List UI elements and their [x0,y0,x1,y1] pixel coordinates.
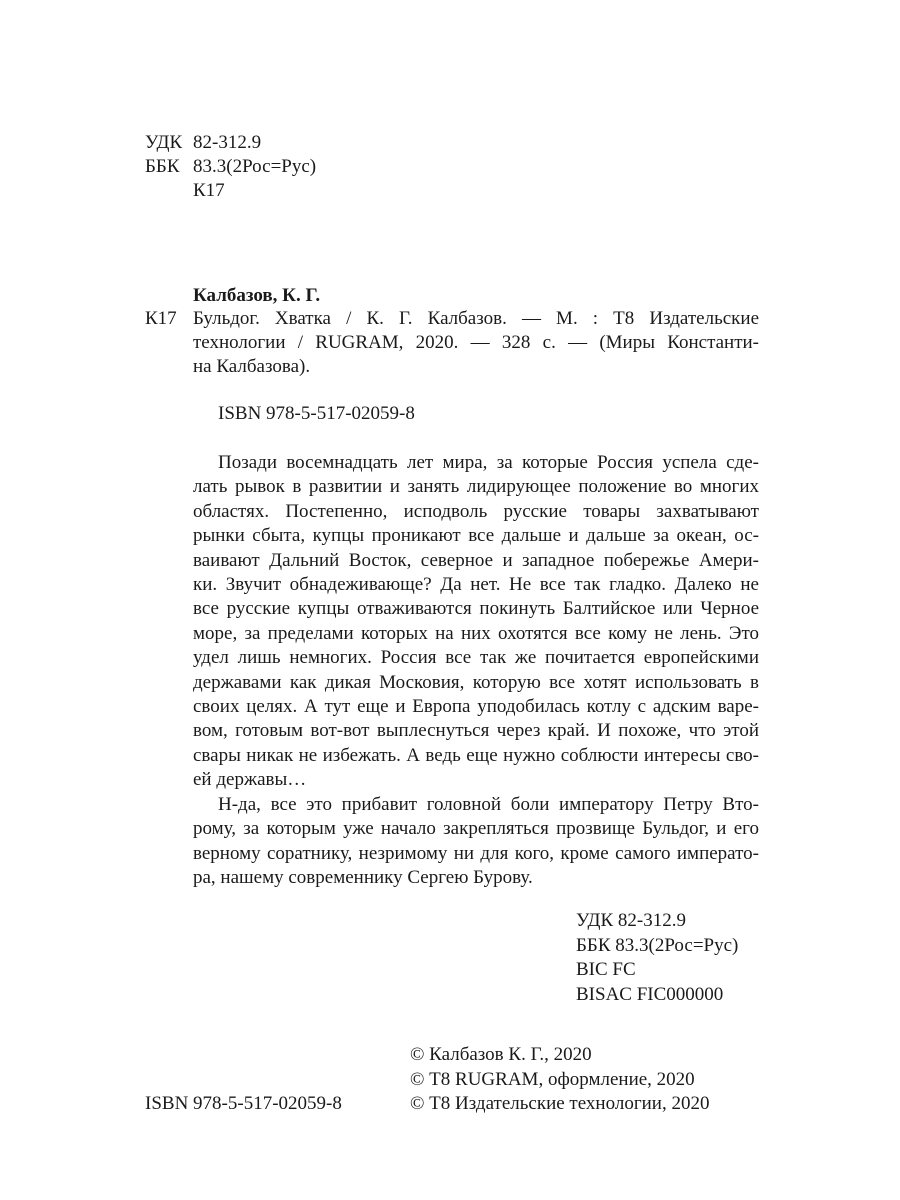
annotation [193,451,759,890]
biblio-line: технологии / RUGRAM, 2020. — 328 с. — (Миры Константи- [193,332,759,353]
annotation-line: ей державы… [193,769,307,791]
biblio-line: Бульдог. Хватка / К. Г. Калбазов. — М. : Т8 Издательские [193,308,759,329]
classification-block [145,131,316,203]
annotation-line: рому, за которым уже начало закрепляться прозвище Бульдог, и его [193,818,759,840]
code-bbk: ББК 83.3(2Рос=Рус) [576,934,739,956]
isbn-bottom: ISBN 978-5-517-02059-8 [145,1093,342,1114]
annotation-line: державами как дикая Московия, которую все хотят использовать в [193,671,759,693]
author-sign: К17 [193,180,225,201]
annotation-line: Позади восемнадцать лет мира, за которые Россия успела сде- [218,452,759,473]
copyright-line: © Т8 RUGRAM, оформление, 2020 [410,1068,695,1090]
author-sign-row [145,179,316,203]
annotation-line: ки. Звучит обнадеживающе? Да нет. Не все так гладко. Далеко не [193,574,759,596]
annotation-line: верному соратнику, незримому ни для кого, кроме самого императо- [193,842,759,864]
code-bisac: BISAC FIC000000 [576,983,724,1005]
catalog-code: К17 [145,308,177,329]
copyright-block [410,1043,709,1117]
code-bic: BIC FC [576,959,636,980]
udk-value: 82-312.9 [193,132,262,153]
bibliographic-description [193,307,759,379]
annotation-line: областях. Постепенно, исподволь русские товары захватывают [193,500,759,522]
classification-codes [576,909,738,1007]
annotation-line: ваивают Дальний Восток, северное и западное побережье Амери- [193,549,759,571]
udk-label: УДК [145,132,183,153]
annotation-line: море, за пределами которых на них охотятся все кому не лень. Это [193,622,759,644]
copyright-line: © Калбазов К. Г., 2020 [410,1044,592,1065]
author-heading: Калбазов, К. Г. [193,285,321,306]
isbn-main: ISBN 978-5-517-02059-8 [218,403,415,424]
annotation-line: свары никак не избежать. А ведь еще нужно соблюсти интересы сво- [193,744,759,766]
annotation-line: вом, готовым вот-вот выплеснуться через край. И похоже, что этой [193,720,759,742]
annotation-line: Н-да, все это прибавит головной боли императору Петру Вто- [218,793,759,815]
copyright-line: © Т8 Издательские технологии, 2020 [410,1093,710,1114]
bbk-value: 83.3(2Рос=Рус) [193,156,317,177]
annotation-line: ра, нашему современнику Сергею Бурову. [193,866,533,888]
annotation-line: лать рывок в развитии и занять лидирующее положение во многих [193,476,759,498]
code-udk: УДК 82-312.9 [576,910,686,931]
annotation-line: рынки сбыта, купцы проникают все дальше и дальше за океан, ос- [193,525,759,547]
annotation-line: своих целях. А тут еще и Европа уподобилась котлу с адским варе- [193,696,759,718]
biblio-line: на Калбазова). [193,356,311,377]
bbk-row [145,155,316,179]
bbk-label: ББК [145,156,180,177]
annotation-line: удел лишь немногих. Россия все так же почитается европейскими [193,647,759,669]
annotation-line: все русские купцы отваживаются покинуть Балтийское или Черное [193,598,759,620]
udk-row [145,131,316,155]
